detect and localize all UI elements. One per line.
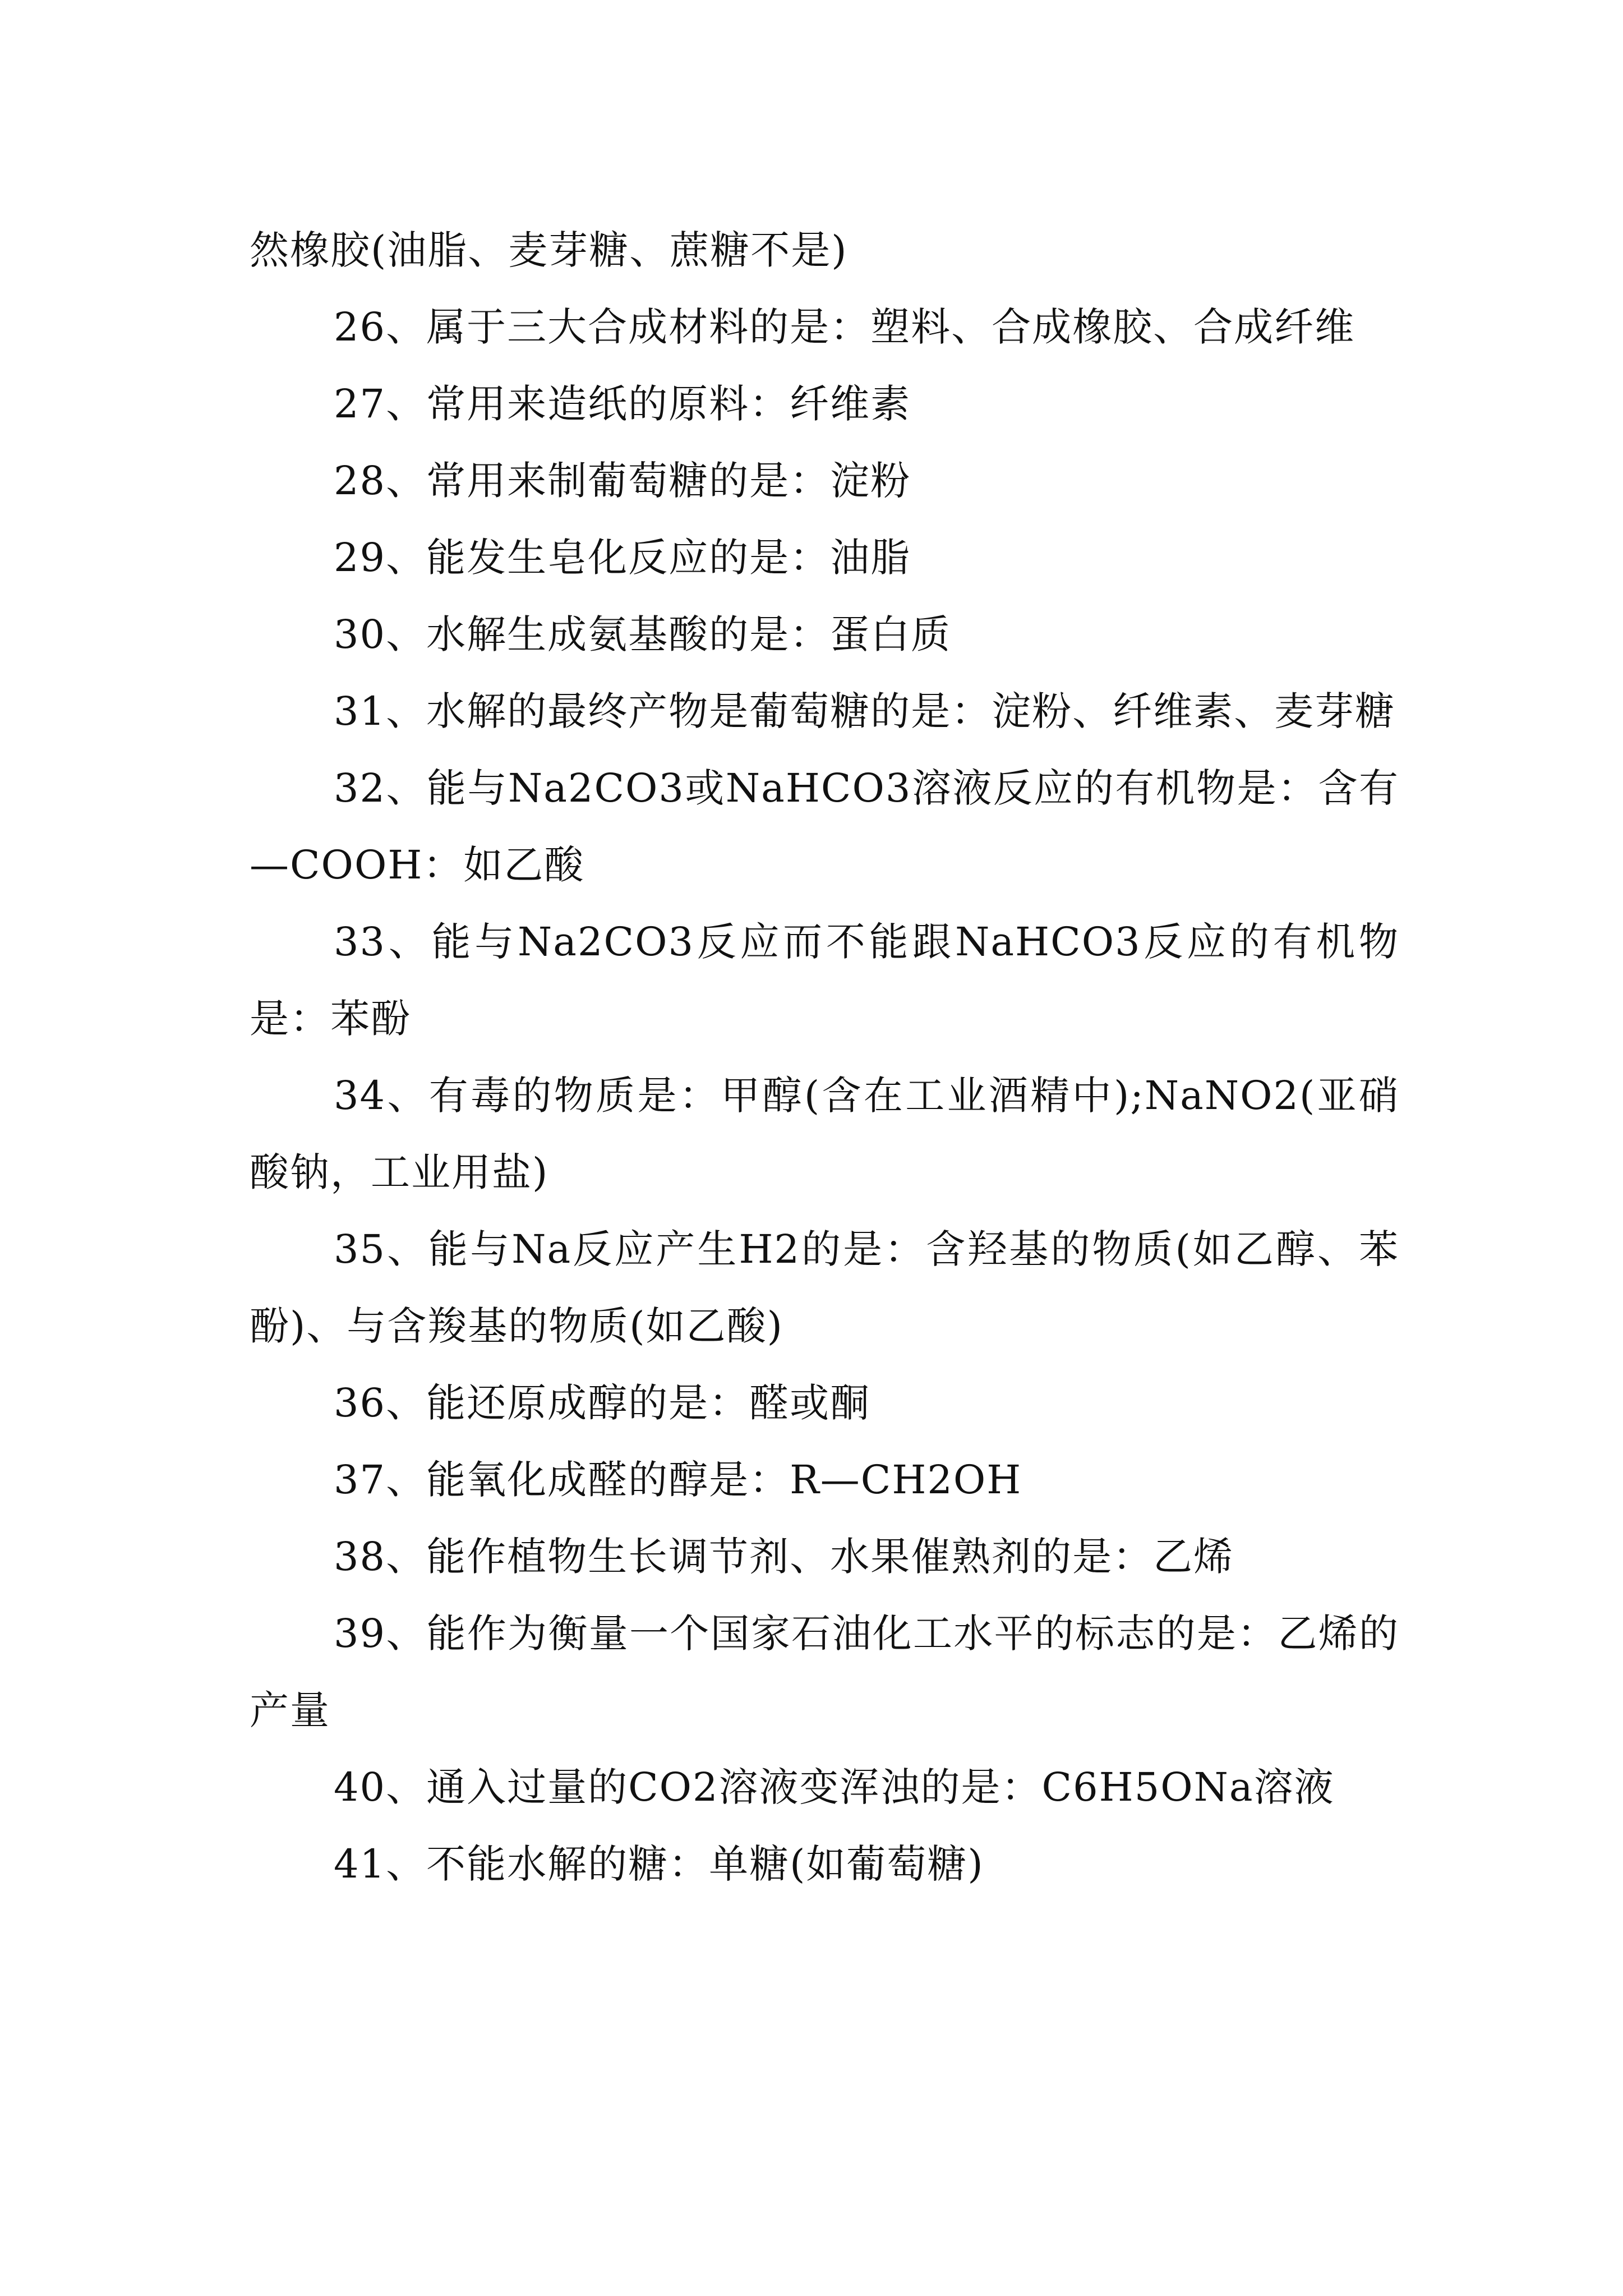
list-item-39: 39、能作为衡量一个国家石油化工水平的标志的是：乙烯的产量 <box>250 1611 1399 1733</box>
paragraph-continuation: 然橡胶(油脂、麦芽糖、蔗糖不是) <box>250 227 848 273</box>
list-item-27: 27、常用来造纸的原料：纤维素 <box>334 381 911 427</box>
list-item-30: 30、水解生成氨基酸的是：蛋白质 <box>334 611 952 657</box>
list-item-38: 38、能作植物生长调节剂、水果催熟剂的是：乙烯 <box>334 1534 1234 1580</box>
list-item-41: 41、不能水解的糖：单糖(如葡萄糖) <box>334 1841 984 1887</box>
list-item-29: 29、能发生皂化反应的是：油脂 <box>334 535 911 581</box>
list-item-32: 32、能与Na2CO3或NaHCO3溶液反应的有机物是：含有—COOH：如乙酸 <box>250 765 1399 888</box>
list-item-31: 31、水解的最终产物是葡萄糖的是：淀粉、纤维素、麦芽糖 <box>334 688 1396 734</box>
list-item-26: 26、属于三大合成材料的是：塑料、合成橡胶、合成纤维 <box>334 304 1355 350</box>
list-item-28: 28、常用来制葡萄糖的是：淀粉 <box>334 458 911 504</box>
list-item-33: 33、能与Na2CO3反应而不能跟NaHCO3反应的有机物是：苯酚 <box>250 919 1399 1042</box>
list-item-37: 37、能氧化成醛的醇是：R—CH2OH <box>334 1457 1022 1503</box>
document-page <box>250 212 1399 1903</box>
list-item-36: 36、能还原成醇的是：醛或酮 <box>334 1380 871 1426</box>
list-item-35: 35、能与Na反应产生H2的是：含羟基的物质(如乙醇、苯酚)、与含羧基的物质(如乙酸) <box>250 1226 1399 1349</box>
list-item-34: 34、有毒的物质是：甲醇(含在工业酒精中);NaNO2(亚硝酸钠，工业用盐) <box>250 1073 1399 1195</box>
list-item-40: 40、通入过量的CO2溶液变浑浊的是：C6H5ONa溶液 <box>334 1764 1335 1810</box>
